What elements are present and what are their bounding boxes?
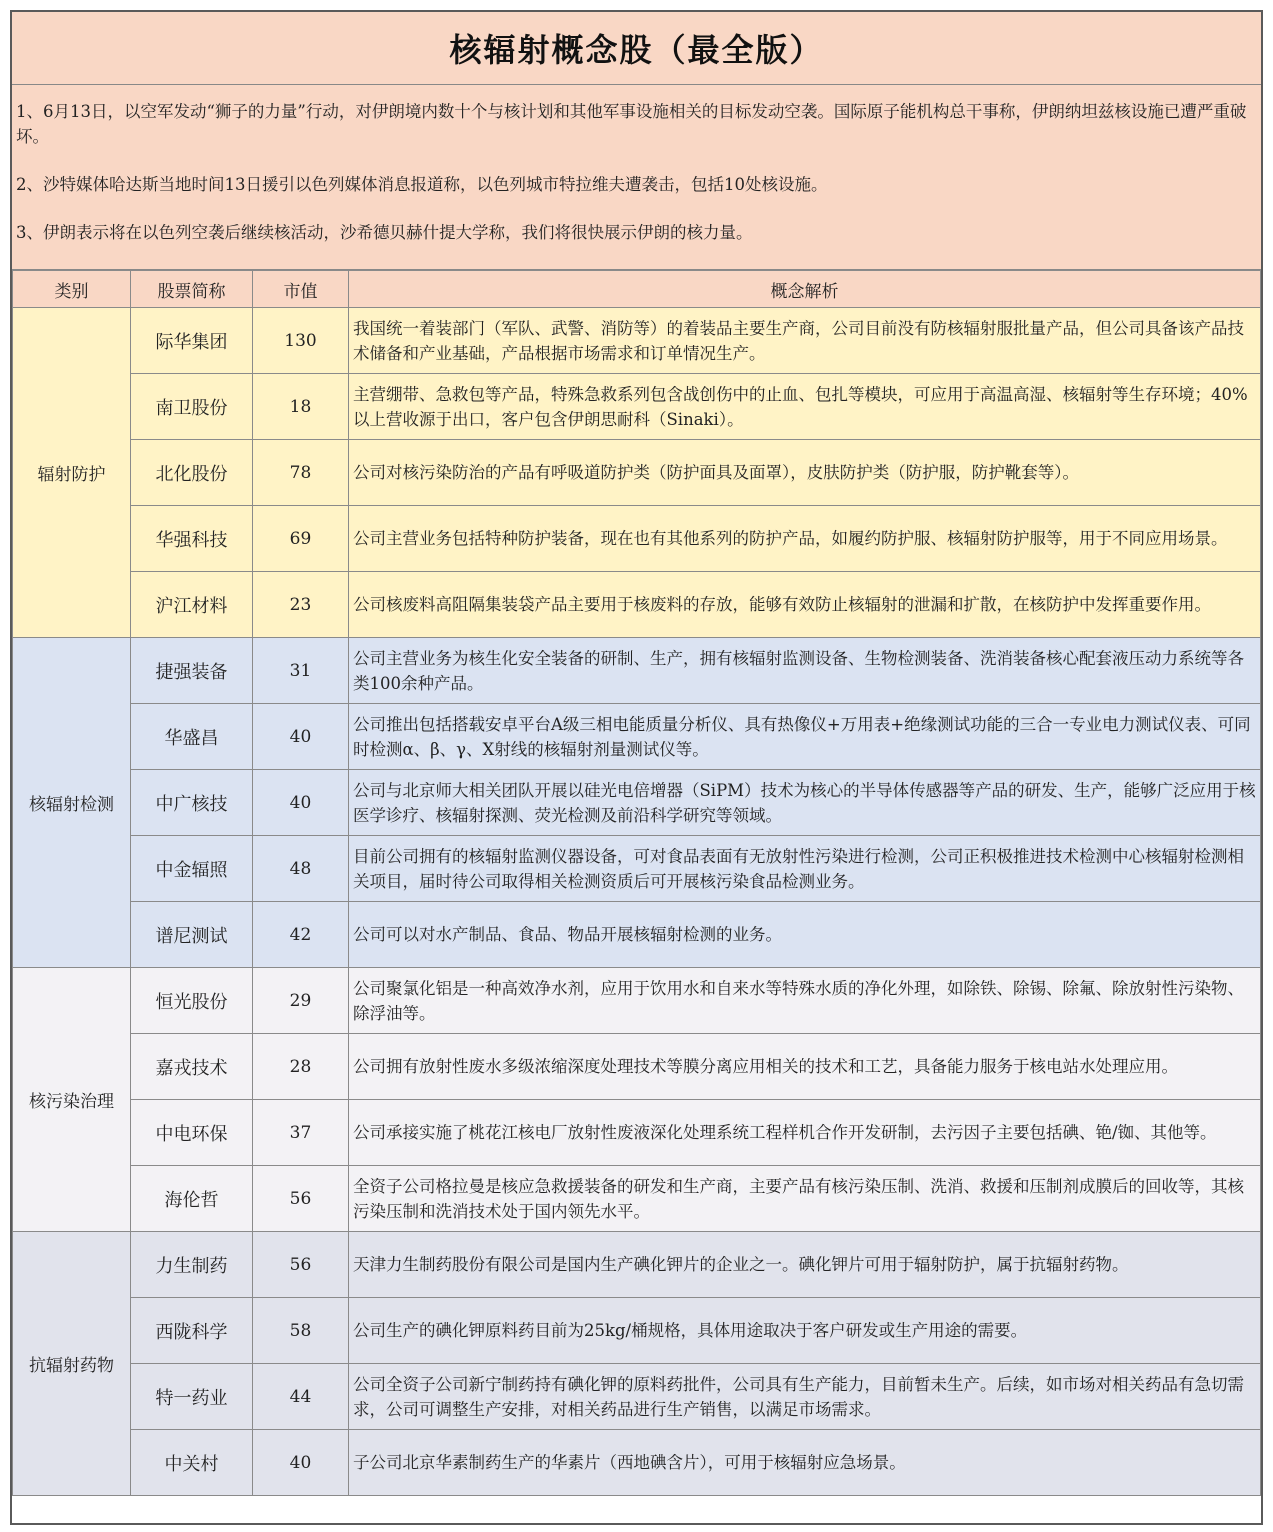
table-body bbox=[13, 308, 1261, 1496]
stock-name-cell: 沪江材料 bbox=[131, 572, 253, 638]
concept-desc-cell: 公司聚氯化铝是一种高效净水剂，应用于饮用水和自来水等特殊水质的净化外理，如除铁、除锡、除氟、除放射性污染物、除浮油等。 bbox=[349, 968, 1261, 1034]
category-cell: 核污染治理 bbox=[13, 968, 131, 1232]
concept-desc-cell: 公司核废料高阻隔集装袋产品主要用于核废料的存放，能够有效防止核辐射的泄漏和扩散，在核防护中发挥重要作用。 bbox=[349, 572, 1261, 638]
stock-name-cell: 南卫股份 bbox=[131, 374, 253, 440]
concept-desc-cell: 公司对核污染防治的产品有呼吸道防护类（防护面具及面罩），皮肤防护类（防护服，防护靴套等）。 bbox=[349, 440, 1261, 506]
market-cap-cell: 69 bbox=[253, 506, 349, 572]
table-row bbox=[13, 440, 1261, 506]
concept-desc-cell: 天津力生制药股份有限公司是国内生产碘化钾片的企业之一。碘化钾片可用于辐射防护，属于抗辐射药物。 bbox=[349, 1232, 1261, 1298]
table-row bbox=[13, 1364, 1261, 1430]
table-row bbox=[13, 308, 1261, 374]
stock-table bbox=[12, 270, 1261, 1496]
table-row bbox=[13, 836, 1261, 902]
market-cap-cell: 29 bbox=[253, 968, 349, 1034]
market-cap-cell: 18 bbox=[253, 374, 349, 440]
header-cap: 市值 bbox=[253, 271, 349, 308]
concept-desc-cell: 子公司北京华素制药生产的华素片（西地碘含片），可用于核辐射应急场景。 bbox=[349, 1430, 1261, 1496]
concept-desc-cell: 目前公司拥有的核辐射监测仪器设备，可对食品表面有无放射性污染进行检测，公司正积极推进技术检测中心核辐射检测相关项目，届时待公司取得相关检测资质后可开展核污染食品检测业务。 bbox=[349, 836, 1261, 902]
market-cap-cell: 78 bbox=[253, 440, 349, 506]
table-row bbox=[13, 638, 1261, 704]
stock-name-cell: 力生制药 bbox=[131, 1232, 253, 1298]
stock-name-cell: 华强科技 bbox=[131, 506, 253, 572]
stock-name-cell: 捷强装备 bbox=[131, 638, 253, 704]
concept-desc-cell: 公司推出包括搭载安卓平台A级三相电能质量分析仪、具有热像仪+万用表+绝缘测试功能的三合一专业电力测试仪表、可同时检测α、β、γ、X射线的核辐射剂量测试仪等。 bbox=[349, 704, 1261, 770]
market-cap-cell: 42 bbox=[253, 902, 349, 968]
stock-name-cell: 中金辐照 bbox=[131, 836, 253, 902]
intro-notes bbox=[12, 85, 1261, 270]
market-cap-cell: 31 bbox=[253, 638, 349, 704]
header-name: 股票简称 bbox=[131, 271, 253, 308]
market-cap-cell: 40 bbox=[253, 1430, 349, 1496]
table-row bbox=[13, 770, 1261, 836]
concept-desc-cell: 公司可以对水产制品、食品、物品开展核辐射检测的业务。 bbox=[349, 902, 1261, 968]
table-row bbox=[13, 968, 1261, 1034]
concept-desc-cell: 主营绷带、急救包等产品，特殊急救系列包含战创伤中的止血、包扎等模块，可应用于高温高湿、核辐射等生存环境；40%以上营收源于出口，客户包含伊朗思耐科（Sinaki）。 bbox=[349, 374, 1261, 440]
stock-name-cell: 西陇科学 bbox=[131, 1298, 253, 1364]
header-category: 类别 bbox=[13, 271, 131, 308]
stock-name-cell: 嘉戎技术 bbox=[131, 1034, 253, 1100]
table-row bbox=[13, 1166, 1261, 1232]
stock-name-cell: 中广核技 bbox=[131, 770, 253, 836]
page-title: 核辐射概念股（最全版） bbox=[12, 12, 1261, 85]
table-row bbox=[13, 1232, 1261, 1298]
header-desc: 概念解析 bbox=[349, 271, 1261, 308]
market-cap-cell: 40 bbox=[253, 704, 349, 770]
concept-desc-cell: 公司全资子公司新宁制药持有碘化钾的原料药批件，公司具有生产能力，目前暂未生产。后续，如市场对相关药品有急切需求，公司可调整生产安排，对相关药品进行生产销售，以满足市场需求。 bbox=[349, 1364, 1261, 1430]
intro-note: 2、沙特媒体哈达斯当地时间13日援引以色列媒体消息报道称，以色列城市特拉维夫遭袭击，包括10处核设施。 bbox=[16, 175, 828, 194]
table-row bbox=[13, 1034, 1261, 1100]
market-cap-cell: 56 bbox=[253, 1166, 349, 1232]
table-row bbox=[13, 572, 1261, 638]
document-sheet bbox=[10, 10, 1263, 1525]
concept-desc-cell: 公司主营业务包括特种防护装备，现在也有其他系列的防护产品，如履约防护服、核辐射防护服等，用于不同应用场景。 bbox=[349, 506, 1261, 572]
concept-desc-cell: 全资子公司格拉曼是核应急救援装备的研发和生产商，主要产品有核污染压制、洗消、救援和压制剂成膜后的回收等，其核污染压制和洗消技术处于国内领先水平。 bbox=[349, 1166, 1261, 1232]
concept-desc-cell: 公司生产的碘化钾原料药目前为25kg/桶规格，具体用途取决于客户研发或生产用途的需要。 bbox=[349, 1298, 1261, 1364]
market-cap-cell: 58 bbox=[253, 1298, 349, 1364]
intro-note: 1、6月13日，以空军发动“狮子的力量”行动，对伊朗境内数十个与核计划和其他军事设施相关的目标发动空袭。国际原子能机构总干事称，伊朗纳坦兹核设施已遭严重破坏。 bbox=[16, 102, 1247, 146]
category-cell: 辐射防护 bbox=[13, 308, 131, 638]
market-cap-cell: 28 bbox=[253, 1034, 349, 1100]
market-cap-cell: 44 bbox=[253, 1364, 349, 1430]
category-cell: 核辐射检测 bbox=[13, 638, 131, 968]
stock-name-cell: 中关村 bbox=[131, 1430, 253, 1496]
table-row bbox=[13, 1298, 1261, 1364]
concept-desc-cell: 公司主营业务为核生化安全装备的研制、生产，拥有核辐射监测设备、生物检测装备、洗消装备核心配套液压动力系统等各类100余种产品。 bbox=[349, 638, 1261, 704]
stock-name-cell: 华盛昌 bbox=[131, 704, 253, 770]
table-row bbox=[13, 1100, 1261, 1166]
stock-name-cell: 中电环保 bbox=[131, 1100, 253, 1166]
category-cell: 抗辐射药物 bbox=[13, 1232, 131, 1496]
concept-desc-cell: 公司承接实施了桃花江核电厂放射性废液深化处理系统工程样机合作开发研制，去污因子主要包括碘、铯/铷、其他等。 bbox=[349, 1100, 1261, 1166]
stock-name-cell: 特一药业 bbox=[131, 1364, 253, 1430]
concept-desc-cell: 公司拥有放射性废水多级浓缩深度处理技术等膜分离应用相关的技术和工艺，具备能力服务于核电站水处理应用。 bbox=[349, 1034, 1261, 1100]
concept-desc-cell: 我国统一着装部门（军队、武警、消防等）的着装品主要生产商，公司目前没有防核辐射服批量产品，但公司具备该产品技术储备和产业基础，产品根据市场需求和订单情况生产。 bbox=[349, 308, 1261, 374]
stock-name-cell: 恒光股份 bbox=[131, 968, 253, 1034]
table-row bbox=[13, 902, 1261, 968]
stock-name-cell: 际华集团 bbox=[131, 308, 253, 374]
table-row bbox=[13, 704, 1261, 770]
stock-name-cell: 北化股份 bbox=[131, 440, 253, 506]
stock-name-cell: 谱尼测试 bbox=[131, 902, 253, 968]
table-header-row bbox=[13, 271, 1261, 308]
table-row bbox=[13, 374, 1261, 440]
table-row bbox=[13, 506, 1261, 572]
stock-name-cell: 海伦哲 bbox=[131, 1166, 253, 1232]
table-row bbox=[13, 1430, 1261, 1496]
market-cap-cell: 56 bbox=[253, 1232, 349, 1298]
market-cap-cell: 48 bbox=[253, 836, 349, 902]
market-cap-cell: 130 bbox=[253, 308, 349, 374]
market-cap-cell: 37 bbox=[253, 1100, 349, 1166]
market-cap-cell: 23 bbox=[253, 572, 349, 638]
concept-desc-cell: 公司与北京师大相关团队开展以硅光电倍增器（SiPM）技术为核心的半导体传感器等产品的研发、生产，能够广泛应用于核医学诊疗、核辐射探测、荧光检测及前沿科学研究等领域。 bbox=[349, 770, 1261, 836]
market-cap-cell: 40 bbox=[253, 770, 349, 836]
intro-note: 3、伊朗表示将在以色列空袭后继续核活动，沙希德贝赫什提大学称，我们将很快展示伊朗的核力量。 bbox=[16, 223, 753, 242]
